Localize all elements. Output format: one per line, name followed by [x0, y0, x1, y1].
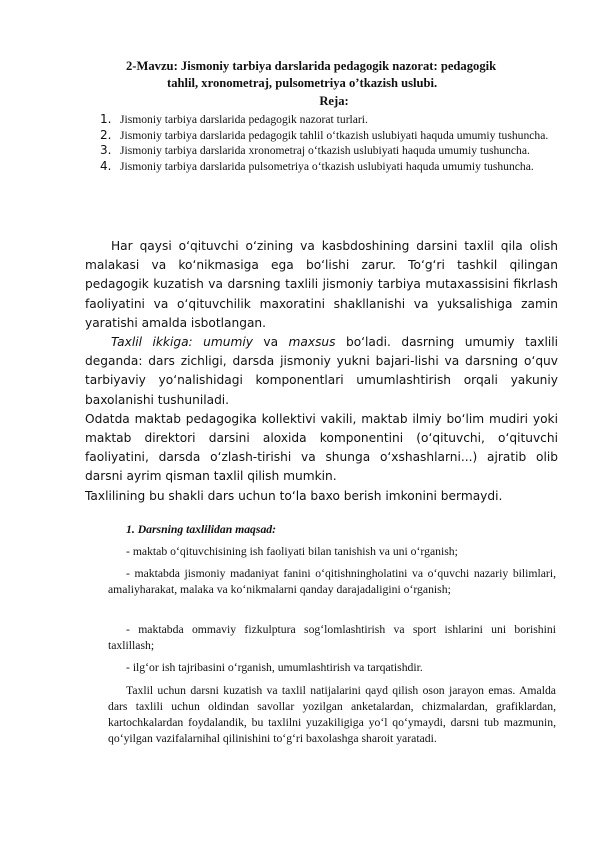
title-line-2: tahlil, xronometraj, pulsometriya o’tkazish uslubi.	[167, 76, 438, 90]
bullet-item: - maktab o‘qituvchisining ish faoliyati bilan tanishish va uni o‘rganish;	[126, 545, 458, 558]
goal-bullets-4	[108, 660, 556, 677]
goal-bullets-3	[108, 622, 556, 655]
body-sans-section	[85, 237, 558, 506]
section-1-heading: 1. Darsning taxlilidan maqsad:	[126, 523, 277, 536]
closing-paragraph-block	[108, 683, 556, 748]
plan-item-number: 2.	[100, 127, 112, 142]
bullet-item: - ilg‘or ish tajribasini o‘rganish, umumlashtirish va tarqatishdir.	[126, 661, 423, 674]
plan-heading: Reja:	[319, 94, 349, 108]
closing-paragraph: Taxlil uchun darsni kuzatish va taxlil natijalarini qayd qilish oson jarayon emas. Amalda dars taxlili uchun oldindan savollar yozilgan anketalardan, chizmalardan, grafiklardan, kartochkalardan foydalandik, bu taxlilni yuzakiligiga yo‘l qo‘ymaydi, darsni tub mazmunin, qo‘yilgan vazifalarnihal qilinishini to‘g‘ri baxolashga sharoit yaratadi.	[108, 684, 556, 745]
section-1	[108, 522, 556, 539]
plan-item	[100, 112, 556, 128]
paragraph-3: Odatda maktab pedagogika kollektivi vakili, maktab ilmiy bo‘lim mudiri yoki maktab direktori darsini aloxida komponentini (o‘qituvchi, o‘qituvchi faoliyatini, darsda o‘zlash-tirishi va shunga o‘xshashlarni...) ajratib olib darsni ayrim qisman taxlil qilish mumkin.	[85, 411, 558, 484]
bullet-item: - maktabda ommaviy fizkulptura sog‘lomlashtirish va sport ishlarini uni borishini taxlillash;	[108, 623, 556, 652]
plan-item	[100, 159, 556, 175]
paragraph-2-italic-b: maxsus	[288, 335, 336, 350]
plan-list	[100, 112, 556, 174]
paragraph-2-mid: va	[252, 335, 289, 350]
plan-item	[100, 128, 556, 144]
plan-item-text: Jismoniy tarbiya darslarida pedagogik nazorat turlari.	[120, 113, 368, 126]
paragraph-2-italic-a: Taxlil ikkiga: umumiy	[111, 335, 253, 350]
plan-item-number: 1.	[100, 112, 112, 126]
plan-item	[100, 143, 556, 159]
document-title	[90, 58, 590, 92]
plan-item-text: Jismoniy tarbiya darslarida xronometraj o‘tkazish uslubiyati haquda umumiy tushuncha.	[120, 144, 530, 158]
paragraph-4: Taxlilining bu shakli dars uchun to‘la baxo berish imkonini bermaydi.	[85, 488, 503, 503]
title-line-1: 2-Mavzu: Jismoniy tarbiya darslarida pedagogik nazorat: pedagogik	[126, 59, 497, 73]
plan-item-number: 4.	[100, 158, 112, 173]
paragraph-2-rest: bo‘ladi. dasrning umumiy taxlili deganda: dars zichligi, darsda jismoniy yukni bajari-lishi va darsning o‘quv tarbiyaviy yo‘nalishidagi komponentlari umumlashtirish orqali yakuniy baxolanishi tushuniladi.	[85, 335, 558, 407]
goal-bullets-2	[108, 566, 556, 599]
goal-bullets	[108, 544, 556, 561]
plan-item-number: 3.	[100, 143, 112, 158]
paragraph-2	[85, 333, 558, 410]
paragraph-1: Har qaysi o‘qituvchi o‘zining va kasbdoshining darsini taxlil qila olish malakasi va ko‘nikmasiga ega bo‘lishi zarur. To‘g‘ri tashkil qilingan pedagogik kuzatish va darsning taxlili jismoniy tarbiya mutaxassisini fikrlash faoliyatini va o‘qituvchilik maxoratini shakllanishi va yuksalishiga zamin yaratishi amalda isbotlangan.	[85, 239, 558, 330]
plan-item-text: Jismoniy tarbiya darslarida pulsometriya o‘tkazish uslubiyati haquda umumiy tushuncha.	[120, 159, 534, 173]
bullet-item: - maktabda jismoniy madaniyat fanini o‘qitishningholatini va o‘quvchi nazariy bilimlari, amaliyharakat, malaka va ko‘nikmalarni qanday darajadaligini o‘rganish;	[108, 567, 556, 596]
plan-item-text: Jismoniy tarbiya darslarida pedagogik tahlil o‘tkazish uslubiyati haquda umumiy tushuncha.	[120, 128, 549, 142]
